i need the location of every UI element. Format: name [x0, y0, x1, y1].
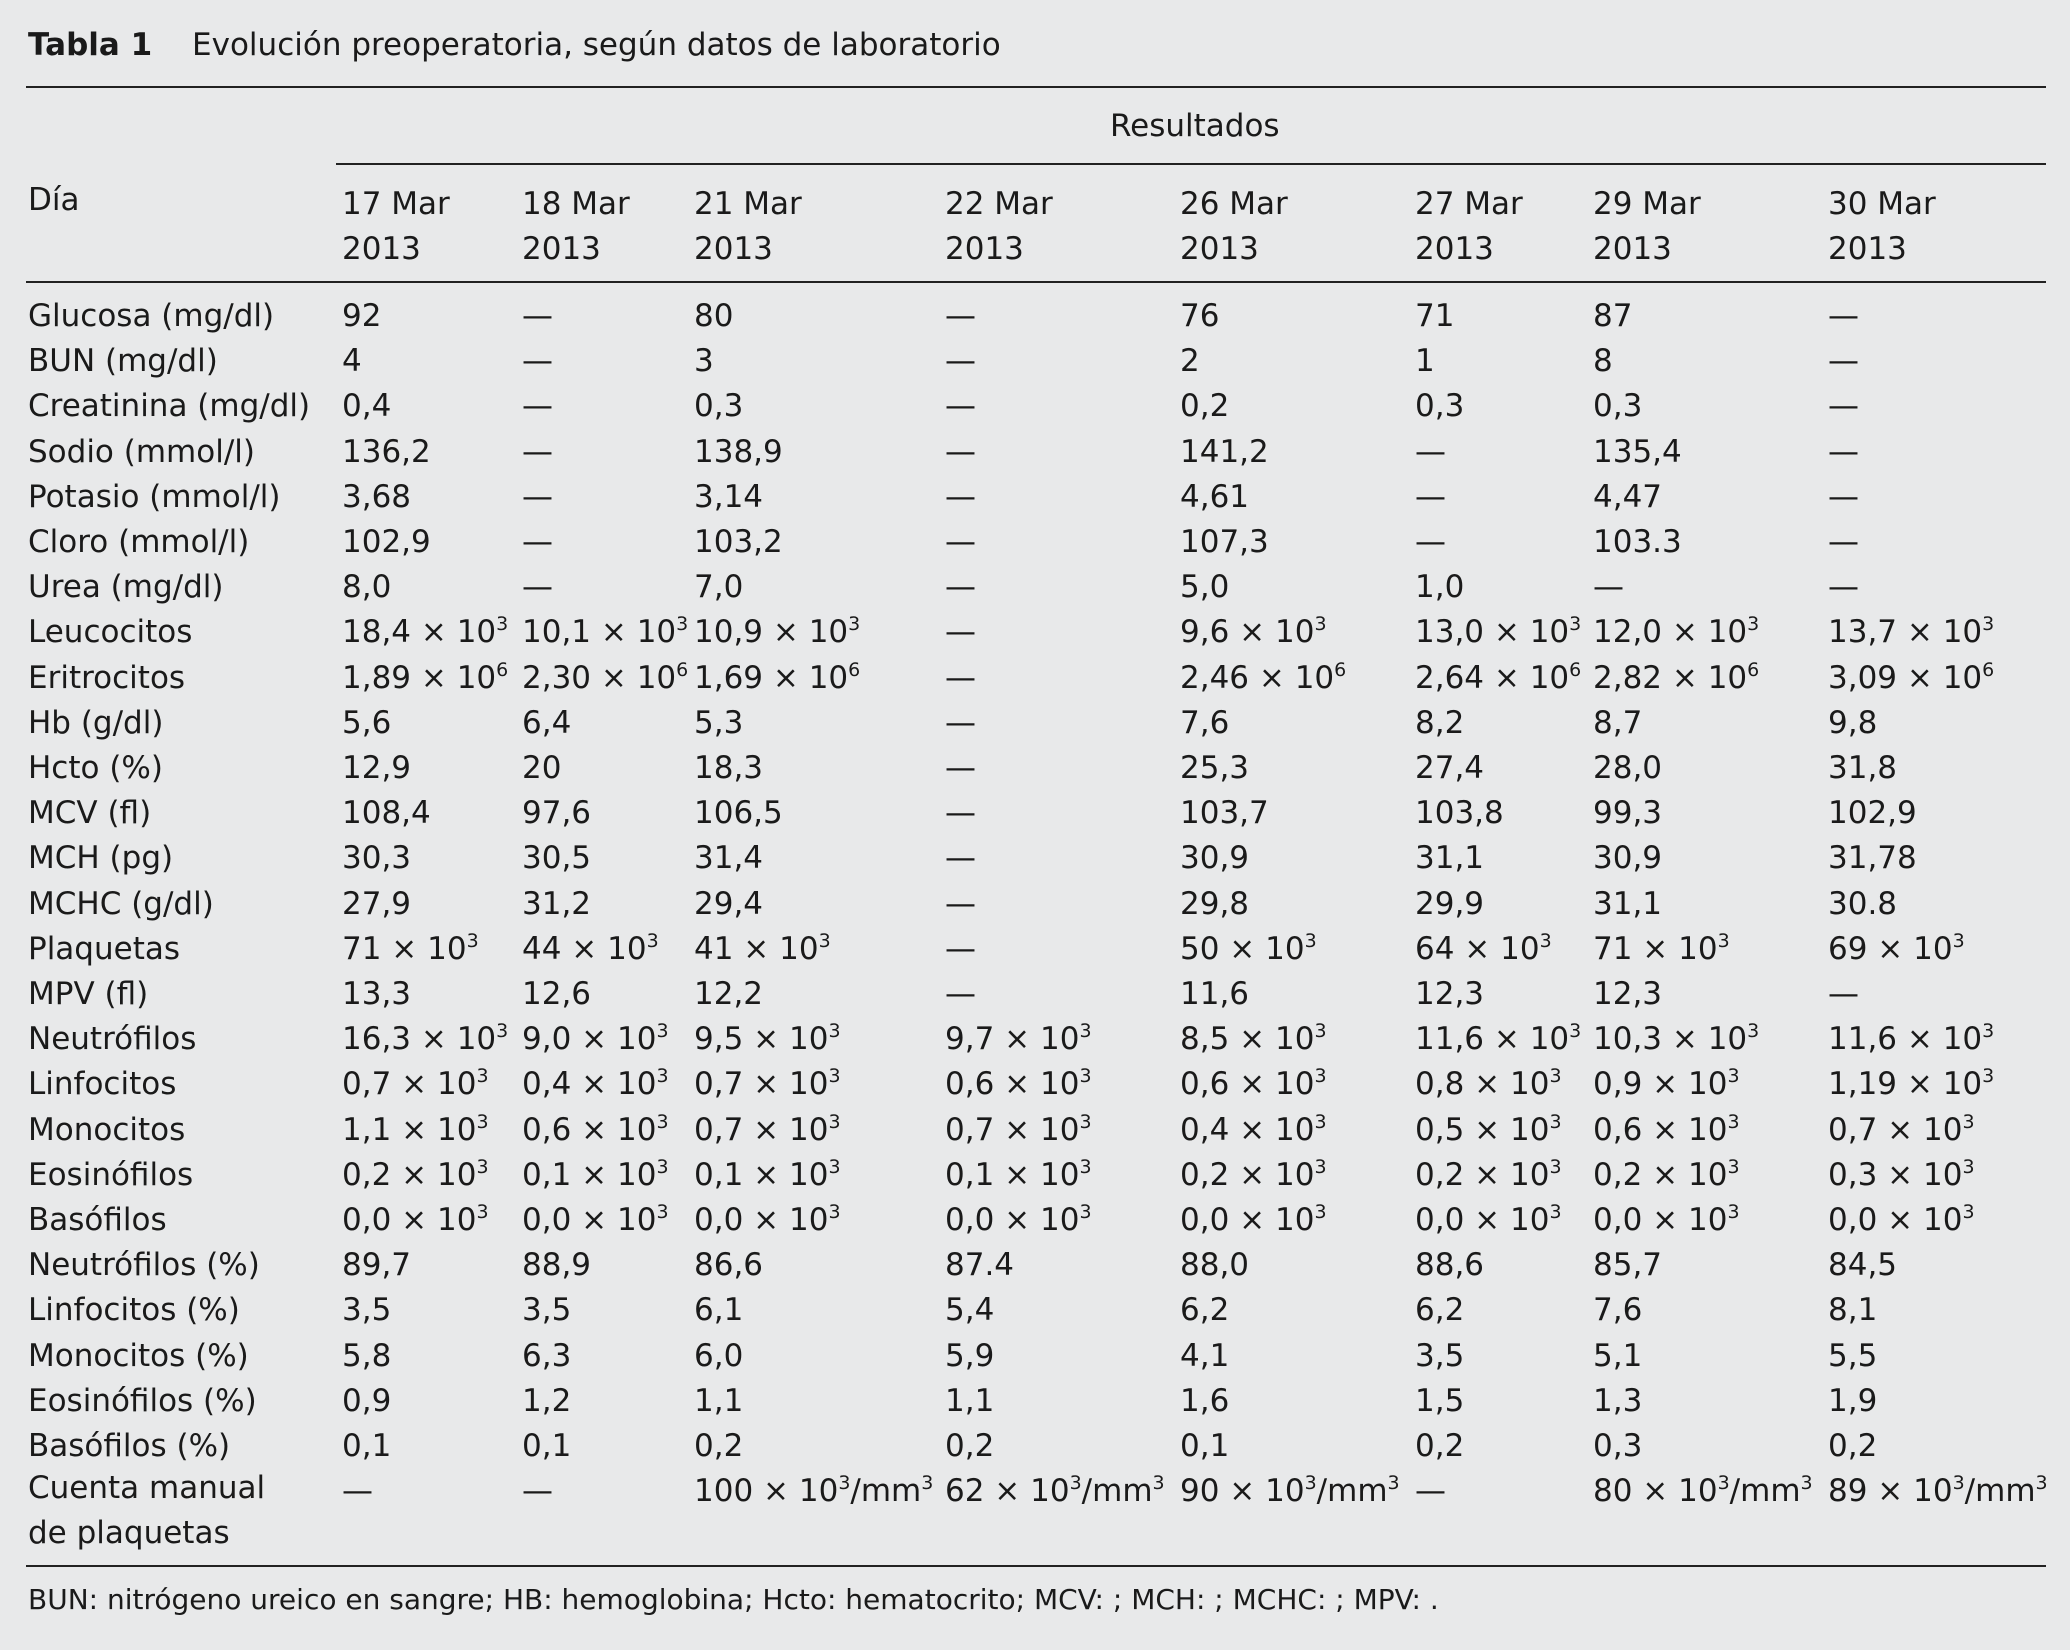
group-rule — [336, 163, 2046, 165]
table-cell: 135,4 — [1593, 433, 1682, 470]
table-cell: 89,7 — [342, 1247, 412, 1284]
table-cell: 8,7 — [1593, 704, 1643, 741]
table-cell: $0,6 \times 10^3$ — [945, 1065, 1092, 1103]
table-cell: 3,5 — [1415, 1337, 1465, 1374]
table-cell: $8,5 \times 10^3$ — [1180, 1020, 1327, 1058]
table-cell: $0,7 \times 10^3$ — [1828, 1110, 1975, 1148]
table-cell: 103,8 — [1415, 795, 1504, 832]
table-cell: 88,6 — [1415, 1247, 1485, 1284]
table-cell: 31,78 — [1828, 840, 1917, 877]
table-cell: $0,5 \times 10^3$ — [1415, 1110, 1562, 1148]
table-cell: 20 — [522, 750, 562, 786]
table-cell: — — [1415, 524, 1446, 560]
table-cell: $0,6 \times 10^3$ — [1593, 1110, 1740, 1148]
table-cell: 7,6 — [1180, 704, 1230, 741]
table-cell: 31,4 — [694, 840, 764, 877]
table-cell: 0,2 — [1180, 388, 1230, 425]
table-cell: $0,0 \times 10^3$ — [945, 1201, 1092, 1238]
table-cell: — — [522, 1473, 553, 1510]
table-cell: 97,6 — [522, 795, 592, 832]
table-cell: 6,4 — [522, 704, 572, 741]
table-cell: $0,4 \times 10^3$ — [522, 1065, 669, 1103]
row-label: Glucosa (mg/dl) — [28, 298, 275, 334]
table-cell: 0,1 — [342, 1428, 392, 1464]
table-cell: 0,1 — [522, 1428, 572, 1464]
table-cell: 87 — [1593, 298, 1633, 334]
date-day-month: 22 Mar — [945, 186, 1053, 222]
table-cell: $44 \times 10^3$ — [522, 929, 659, 967]
table-cell: 6,0 — [694, 1337, 744, 1374]
date-column-header — [342, 182, 450, 272]
table-cell: 84,5 — [1828, 1247, 1898, 1284]
table-title-line — [28, 27, 1001, 63]
row-label: Cuenta manual de plaquetas — [28, 1470, 266, 1552]
date-day-month: 27 Mar — [1415, 186, 1523, 222]
table-cell: $0,7 \times 10^3$ — [342, 1065, 489, 1103]
table-cell: — — [1415, 433, 1446, 470]
table-cell: $0,2 \times 10^3$ — [1415, 1155, 1562, 1193]
table-cell: $1,89 \times 10^6$ — [342, 658, 509, 696]
table-cell: $10,9 \times 10^3$ — [694, 613, 861, 651]
table-cell: 1,2 — [522, 1382, 572, 1419]
table-cell: 31,1 — [1415, 840, 1485, 877]
table-cell: $11,6 \times 10^3$ — [1828, 1020, 1995, 1058]
row-label: MCHC (g/dl) — [28, 885, 214, 922]
table-cell: 0,4 — [342, 388, 392, 425]
table-cell: $2,64 \times 10^6$ — [1415, 658, 1582, 696]
row-label: Hcto (%) — [28, 750, 163, 786]
table-cell: 92 — [342, 298, 382, 334]
day-header: Día — [28, 182, 80, 218]
table-cell: 25,3 — [1180, 750, 1250, 786]
date-day-month: 30 Mar — [1828, 186, 1936, 222]
table-cell: $11,6 \times 10^3$ — [1415, 1020, 1582, 1058]
table-cell: $0,6 \times 10^3$ — [522, 1110, 669, 1148]
table-cell: $9,7 \times 10^3$ — [945, 1020, 1092, 1058]
table-cell: 0,3 — [1593, 1428, 1643, 1464]
table-cell: — — [945, 569, 976, 606]
table-cell: 13,3 — [342, 976, 412, 1012]
table-cell: 0,3 — [1415, 388, 1465, 425]
table-cell: 3 — [694, 343, 714, 380]
table-cell: — — [1828, 388, 1859, 425]
table-cell: $0,2 \times 10^3$ — [1593, 1155, 1740, 1193]
table-cell: 31,2 — [522, 885, 592, 922]
table-cell: 102,9 — [1828, 795, 1917, 832]
table-cell: 12,2 — [694, 976, 764, 1012]
table-cell: — — [945, 343, 976, 380]
table-cell: 80 — [694, 298, 734, 334]
table-cell: $0,0 \times 10^3$ — [1415, 1201, 1562, 1238]
table-cell: 103.3 — [1593, 524, 1682, 560]
table-cell: 103,2 — [694, 524, 783, 560]
table-cell: — — [522, 388, 553, 425]
table-cell: $0,0 \times 10^3$ — [694, 1201, 841, 1238]
table-cell: 6,2 — [1180, 1292, 1230, 1329]
table-cell: 29,9 — [1415, 885, 1485, 922]
row-label: Monocitos — [28, 1111, 186, 1148]
table-cell: $89 \times 10^3/mm^3$ — [1828, 1472, 2048, 1510]
table-cell: 5,5 — [1828, 1337, 1878, 1374]
table-cell: $90 \times 10^3/mm^3$ — [1180, 1472, 1400, 1510]
table-cell: 102,9 — [342, 524, 431, 560]
table-cell: $71 \times 10^3$ — [342, 929, 479, 967]
table-cell: — — [1828, 524, 1859, 560]
table-cell: $62 \times 10^3/mm^3$ — [945, 1472, 1165, 1510]
table-cell: 1,6 — [1180, 1382, 1230, 1419]
table-cell: — — [1828, 298, 1859, 334]
table-cell: $0,9 \times 10^3$ — [1593, 1065, 1740, 1103]
table-cell: $0,8 \times 10^3$ — [1415, 1065, 1562, 1103]
row-label: Linfocitos — [28, 1066, 177, 1103]
date-year: 2013 — [1415, 231, 1494, 267]
date-year: 2013 — [342, 231, 421, 267]
table-cell: $9,5 \times 10^3$ — [694, 1020, 841, 1058]
table-cell: $0,6 \times 10^3$ — [1180, 1065, 1327, 1103]
table-cell: $0,4 \times 10^3$ — [1180, 1110, 1327, 1148]
row-label: Leucocitos — [28, 614, 193, 651]
table-cell: 6,3 — [522, 1337, 572, 1374]
row-label: Potasio (mmol/l) — [28, 478, 281, 515]
table-cell: $10,3 \times 10^3$ — [1593, 1020, 1760, 1058]
table-cell: $71 \times 10^3$ — [1593, 929, 1730, 967]
row-label: Eritrocitos — [28, 659, 186, 696]
table-cell: 138,9 — [694, 433, 783, 470]
table-cell: $13,0 \times 10^3$ — [1415, 613, 1582, 651]
table-cell: $50 \times 10^3$ — [1180, 929, 1317, 967]
results-group-header: Resultados — [1110, 108, 1280, 144]
table-cell: — — [342, 1473, 373, 1510]
date-day-month: 26 Mar — [1180, 186, 1288, 222]
table-cell: 8 — [1593, 343, 1613, 380]
table-cell: 88,9 — [522, 1247, 592, 1284]
table-cell: — — [945, 795, 976, 832]
table-cell: 31,1 — [1593, 885, 1663, 922]
table-cell: 7,0 — [694, 569, 744, 606]
table-cell: 107,3 — [1180, 524, 1269, 560]
table-cell: — — [945, 659, 976, 696]
table-cell: 27,9 — [342, 885, 412, 922]
table-cell: 87.4 — [945, 1247, 1015, 1284]
table-cell: 86,6 — [694, 1247, 764, 1284]
row-label: Eosinófilos (%) — [28, 1382, 257, 1419]
table-cell: 1,5 — [1415, 1382, 1465, 1419]
date-year: 2013 — [1828, 231, 1907, 267]
table-cell: — — [945, 614, 976, 651]
table-cell: 5,3 — [694, 704, 744, 741]
table-cell: — — [945, 433, 976, 470]
date-day-month: 29 Mar — [1593, 186, 1701, 222]
table-cell: $2,82 \times 10^6$ — [1593, 658, 1760, 696]
table-cell: $0,1 \times 10^3$ — [522, 1155, 669, 1193]
table-cell: 7,6 — [1593, 1292, 1643, 1329]
row-label: Cloro (mmol/l) — [28, 524, 250, 560]
row-label: Linfocitos (%) — [28, 1292, 240, 1329]
table-cell: 30,9 — [1593, 840, 1663, 877]
row-label: Eosinófilos — [28, 1156, 194, 1193]
date-column-header — [522, 182, 630, 272]
table-cell: 5,4 — [945, 1292, 995, 1329]
table-cell: $1,1 \times 10^3$ — [342, 1110, 489, 1148]
table-footnote: BUN: nitrógeno ureico en sangre; HB: hemoglobina; Hcto: hematocrito; MCV: ; MCH: ; MCHC: ; MPV: . — [28, 1583, 1439, 1616]
table-cell: 1,0 — [1415, 569, 1465, 606]
date-day-month: 17 Mar — [342, 186, 450, 222]
table-cell: $0,0 \times 10^3$ — [1180, 1201, 1327, 1238]
table-cell: 12,3 — [1593, 976, 1663, 1012]
table-cell: — — [522, 343, 553, 380]
table-cell: 106,5 — [694, 795, 783, 832]
table-cell: 29,8 — [1180, 885, 1250, 922]
table-cell: — — [945, 478, 976, 515]
table-label: Tabla 1 — [28, 27, 153, 63]
header-bottom-rule — [26, 281, 2046, 283]
table-cell: $9,0 \times 10^3$ — [522, 1020, 669, 1058]
date-day-month: 21 Mar — [694, 186, 802, 222]
table-cell: 0,1 — [1180, 1428, 1230, 1464]
row-label: Hb (g/dl) — [28, 704, 164, 741]
row-label: Basófilos (%) — [28, 1428, 231, 1464]
table-cell: — — [522, 433, 553, 470]
table-cell: 0,9 — [342, 1382, 392, 1419]
table-cell: 30,3 — [342, 840, 412, 877]
table-cell: 0,3 — [1593, 388, 1643, 425]
date-year: 2013 — [1593, 231, 1672, 267]
table-cell: 30.8 — [1828, 885, 1898, 922]
row-label: Neutrófilos (%) — [28, 1247, 260, 1284]
table-cell: 5,6 — [342, 704, 392, 741]
top-rule — [26, 86, 2046, 88]
table-cell: — — [945, 704, 976, 741]
table-cell: — — [522, 298, 553, 334]
table-cell: — — [1828, 976, 1859, 1012]
table-cell: 71 — [1415, 298, 1455, 334]
table-cell: 8,1 — [1828, 1292, 1878, 1329]
date-year: 2013 — [1180, 231, 1259, 267]
table-cell: 9,8 — [1828, 704, 1878, 741]
table-cell: $13,7 \times 10^3$ — [1828, 613, 1995, 651]
table-cell: 1 — [1415, 343, 1435, 380]
table-cell: $0,1 \times 10^3$ — [945, 1155, 1092, 1193]
table-cell: $16,3 \times 10^3$ — [342, 1020, 509, 1058]
table-cell: $1,19 \times 10^3$ — [1828, 1065, 1995, 1103]
table-cell: 5,0 — [1180, 569, 1230, 606]
table-cell: $64 \times 10^3$ — [1415, 929, 1552, 967]
table-cell: 27,4 — [1415, 750, 1485, 786]
table-cell: 18,3 — [694, 750, 764, 786]
table-cell: 30,9 — [1180, 840, 1250, 877]
table-cell: — — [1828, 478, 1859, 515]
table-cell: — — [522, 478, 553, 515]
bottom-rule — [26, 1565, 2046, 1567]
date-year: 2013 — [522, 231, 601, 267]
table-cell: 3,14 — [694, 478, 764, 515]
table-cell: $0,1 \times 10^3$ — [694, 1155, 841, 1193]
table-cell: 4 — [342, 343, 362, 380]
table-cell: — — [945, 885, 976, 922]
table-cell: 31,8 — [1828, 750, 1898, 786]
table-cell: 6,1 — [694, 1292, 744, 1329]
table-cell: $10,1 \times 10^3$ — [522, 613, 689, 651]
table-cell: 0,2 — [1415, 1428, 1465, 1464]
table-cell: $1,69 \times 10^6$ — [694, 658, 861, 696]
table-cell: $2,30 \times 10^6$ — [522, 658, 689, 696]
table-cell: — — [945, 298, 976, 334]
table-cell: 0,2 — [945, 1428, 995, 1464]
table-cell: 12,9 — [342, 750, 412, 786]
table-cell: 85,7 — [1593, 1247, 1663, 1284]
table-cell: 1,9 — [1828, 1382, 1878, 1419]
table-cell: 30,5 — [522, 840, 592, 877]
row-label: BUN (mg/dl) — [28, 343, 218, 380]
table-cell: — — [945, 388, 976, 425]
row-label: Sodio (mmol/l) — [28, 433, 255, 470]
table-cell: — — [945, 930, 976, 967]
table-cell: — — [945, 840, 976, 877]
table-cell: 5,9 — [945, 1337, 995, 1374]
table-cell: — — [522, 569, 553, 606]
table-cell: 3,5 — [342, 1292, 392, 1329]
date-year: 2013 — [694, 231, 773, 267]
date-column-header — [694, 182, 802, 272]
table-cell: 1,1 — [945, 1382, 995, 1419]
date-day-month: 18 Mar — [522, 186, 630, 222]
date-column-header — [1180, 182, 1288, 272]
table-cell: 1,3 — [1593, 1382, 1643, 1419]
table-cell: 4,61 — [1180, 478, 1250, 515]
table-cell: 12,6 — [522, 976, 592, 1012]
table-cell: 5,8 — [342, 1337, 392, 1374]
table-cell: 8,0 — [342, 569, 392, 606]
row-label: Monocitos (%) — [28, 1337, 249, 1374]
table-cell: 99,3 — [1593, 795, 1663, 832]
table-cell: 3,5 — [522, 1292, 572, 1329]
table-cell: 0,3 — [694, 388, 744, 425]
table-cell: $69 \times 10^3$ — [1828, 929, 1965, 967]
table-cell: — — [945, 524, 976, 560]
table-cell: — — [1415, 478, 1446, 515]
table-cell: $0,0 \times 10^3$ — [342, 1201, 489, 1238]
table-cell: — — [1828, 569, 1859, 606]
table-cell: 141,2 — [1180, 433, 1269, 470]
row-label: Basófilos — [28, 1202, 167, 1238]
row-label: Urea (mg/dl) — [28, 569, 224, 606]
table-cell: 2 — [1180, 343, 1200, 380]
table-cell: 11,6 — [1180, 976, 1250, 1012]
table-cell: — — [945, 750, 976, 786]
row-label: MCH (pg) — [28, 840, 174, 877]
table-cell: $41 \times 10^3$ — [694, 929, 831, 967]
table-cell: — — [1828, 343, 1859, 380]
table-cell: $9,6 \times 10^3$ — [1180, 613, 1327, 651]
table-cell: $80 \times 10^3/mm^3$ — [1593, 1472, 1813, 1510]
table-cell: 0,2 — [694, 1428, 744, 1464]
table-cell: $0,2 \times 10^3$ — [1180, 1155, 1327, 1193]
table-cell: 8,2 — [1415, 704, 1465, 741]
table-cell: — — [522, 524, 553, 560]
table-cell: $100 \times 10^3/mm^3$ — [694, 1472, 934, 1510]
table-cell: 12,3 — [1415, 976, 1485, 1012]
table-cell: 4,1 — [1180, 1337, 1230, 1374]
table-cell: 88,0 — [1180, 1247, 1250, 1284]
table-cell: 4,47 — [1593, 478, 1663, 515]
table-cell: — — [1593, 569, 1624, 606]
table-cell: — — [945, 976, 976, 1012]
date-year: 2013 — [945, 231, 1024, 267]
table-cell: $0,0 \times 10^3$ — [1828, 1201, 1975, 1238]
row-label: Creatinina (mg/dl) — [28, 388, 311, 425]
date-column-header — [945, 182, 1053, 272]
row-label: MPV (fl) — [28, 976, 149, 1012]
table-cell: 5,1 — [1593, 1337, 1643, 1374]
table-cell: $0,0 \times 10^3$ — [522, 1201, 669, 1238]
row-label: Plaquetas — [28, 930, 181, 967]
table-cell: 0,2 — [1828, 1428, 1878, 1464]
table-cell: 28,0 — [1593, 750, 1663, 786]
date-column-header — [1593, 182, 1701, 272]
table-cell: 3,68 — [342, 478, 412, 515]
row-label: Neutrófilos — [28, 1021, 197, 1058]
table-cell: $12,0 \times 10^3$ — [1593, 613, 1760, 651]
table-cell: 136,2 — [342, 433, 431, 470]
row-label: MCV (fl) — [28, 795, 152, 832]
table-cell: 108,4 — [342, 795, 431, 832]
table-cell: 6,2 — [1415, 1292, 1465, 1329]
date-column-header — [1415, 182, 1523, 272]
table-cell: — — [1828, 433, 1859, 470]
table-cell: $2,46 \times 10^6$ — [1180, 658, 1347, 696]
table-cell: $0,7 \times 10^3$ — [694, 1110, 841, 1148]
table-cell: $0,0 \times 10^3$ — [1593, 1201, 1740, 1238]
table-cell: $0,7 \times 10^3$ — [945, 1110, 1092, 1148]
table-cell: — — [1415, 1473, 1446, 1510]
table-cell: $0,2 \times 10^3$ — [342, 1155, 489, 1193]
table-cell: 1,1 — [694, 1382, 744, 1419]
table-cell: $3,09 \times 10^6$ — [1828, 658, 1995, 696]
date-column-header — [1828, 182, 1936, 272]
table-cell: 29,4 — [694, 885, 764, 922]
table-cell: 103,7 — [1180, 795, 1269, 832]
table-cell: $0,3 \times 10^3$ — [1828, 1155, 1975, 1193]
table-cell: $0,7 \times 10^3$ — [694, 1065, 841, 1103]
table-cell: $18,4 \times 10^3$ — [342, 613, 509, 651]
table-title: Evolución preoperatoria, según datos de laboratorio — [192, 27, 1001, 63]
table-cell: 76 — [1180, 298, 1220, 334]
